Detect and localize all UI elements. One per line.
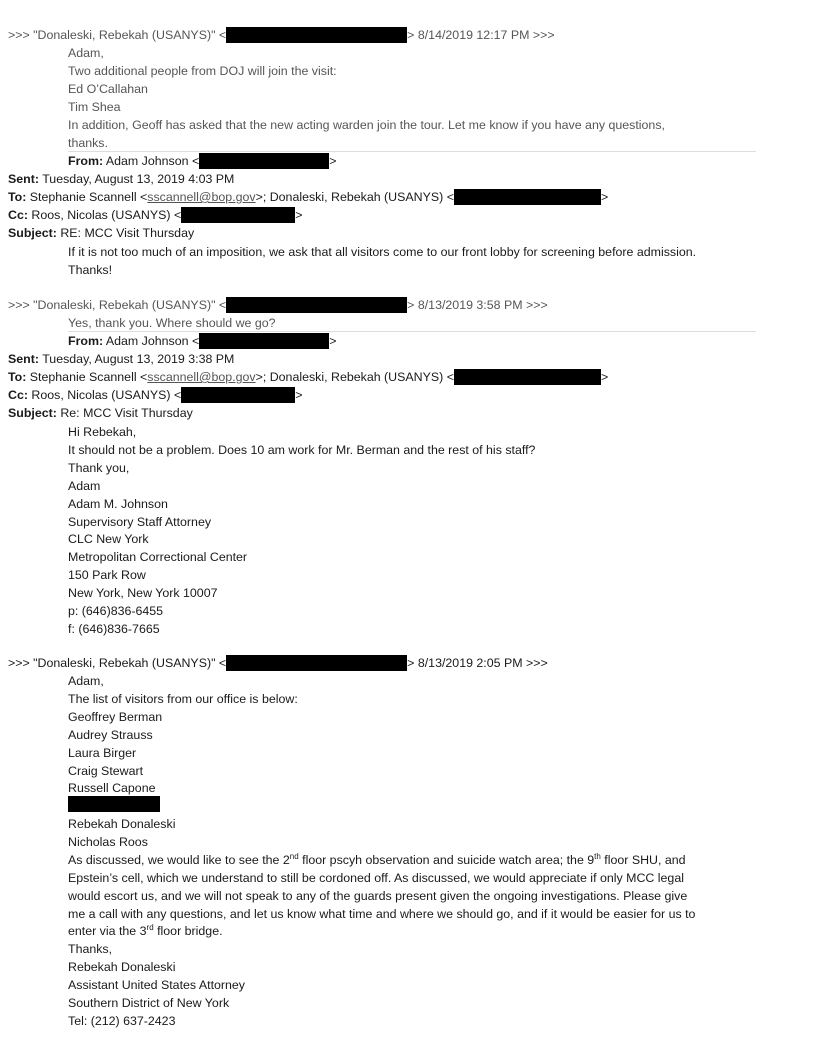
signature-line: Southern District of New York — [68, 996, 230, 1010]
sent-label: Sent: — [8, 172, 39, 186]
cc-line — [8, 387, 302, 403]
to-line — [8, 369, 608, 385]
redaction-box — [226, 655, 407, 671]
to-close: > — [600, 370, 609, 384]
from-close: > — [329, 154, 337, 168]
redaction-box — [199, 153, 329, 169]
from-line — [68, 153, 336, 169]
subject-line — [8, 405, 193, 421]
redacted-visitor — [68, 796, 160, 812]
header-timestamp: > 8/13/2019 2:05 PM >>> — [407, 656, 548, 670]
to-value: Stephanie Scannell < — [29, 190, 148, 204]
redaction-box — [454, 369, 601, 385]
to-value-rest: >; Donaleski, Rebekah (USANYS) < — [255, 370, 454, 384]
from-line — [68, 333, 336, 349]
to-close: > — [600, 190, 609, 204]
visitor-name: Laura Birger — [68, 746, 137, 760]
subject-label: Subject: — [8, 226, 57, 240]
email-body-line: If it is not too much of an imposition, we ask that all visitors come to our front lobby for screening before admission. — [68, 245, 697, 259]
from-label: From: — [68, 334, 104, 348]
header-sender: >>> "Donaleski, Rebekah (USANYS)" < — [8, 656, 227, 670]
subject-value: RE: MCC Visit Thursday — [60, 226, 195, 240]
signature-line: CLC New York — [68, 532, 149, 546]
cc-line — [8, 207, 302, 223]
sent-value: Tuesday, August 13, 2019 4:03 PM — [42, 172, 235, 186]
signature-line: f: (646)836-7665 — [68, 622, 160, 636]
email-header — [8, 655, 548, 671]
to-label: To: — [8, 190, 27, 204]
subject-value: Re: MCC Visit Thursday — [60, 406, 193, 420]
paragraph-text: floor bridge. — [153, 924, 223, 938]
email-body-line: Thank you, — [68, 461, 130, 475]
paragraph-text: As discussed, we would like to see the 2 — [68, 853, 290, 867]
divider — [68, 331, 756, 332]
redaction-box — [181, 207, 295, 223]
email-body-line: Adam, — [68, 674, 104, 688]
paragraph-line — [68, 852, 686, 868]
ordinal-suffix: nd — [289, 851, 299, 861]
sent-label: Sent: — [8, 352, 39, 366]
email-link[interactable]: sscannell@bop.gov — [147, 370, 256, 384]
redaction-box — [181, 387, 295, 403]
paragraph-text: enter via the 3 — [68, 924, 147, 938]
to-label: To: — [8, 370, 27, 384]
redaction-box — [199, 333, 329, 349]
email-body-line: Two additional people from DOJ will join the visit: — [68, 64, 337, 78]
from-value: Adam Johnson < — [105, 334, 200, 348]
to-line — [8, 189, 608, 205]
email-body-line: Tim Shea — [68, 100, 121, 114]
to-value-rest: >; Donaleski, Rebekah (USANYS) < — [255, 190, 454, 204]
email-body-line: Thanks! — [68, 263, 113, 277]
paragraph-line: would escort us, and we will not speak to any of the guards present given the ongoing investigations. Please give — [68, 889, 688, 903]
paragraph-text: floor pscyh observation and suicide watch area; the 9 — [298, 853, 595, 867]
paragraph-line — [68, 923, 223, 939]
cc-label: Cc: — [8, 388, 28, 402]
signature-line: Rebekah Donaleski — [68, 960, 176, 974]
email-link[interactable]: sscannell@bop.gov — [147, 190, 256, 204]
email-body-line: The list of visitors from our office is below: — [68, 692, 298, 706]
email-body-line: Yes, thank you. Where should we go? — [68, 316, 276, 330]
cc-value: Roos, Nicolas (USANYS) < — [31, 208, 182, 222]
paragraph-text: floor SHU, and — [600, 853, 686, 867]
signature-line: p: (646)836-6455 — [68, 604, 164, 618]
cc-close: > — [295, 208, 303, 222]
email-body-line: Hi Rebekah, — [68, 425, 137, 439]
subject-line — [8, 225, 194, 241]
redaction-box — [454, 189, 601, 205]
visitor-name: Russell Capone — [68, 781, 156, 795]
header-timestamp: > 8/13/2019 3:58 PM >>> — [407, 298, 548, 312]
redaction-box — [226, 297, 407, 313]
redaction-box — [68, 796, 160, 812]
email-body-line: Adam, — [68, 46, 104, 60]
signature-line: New York, New York 10007 — [68, 586, 218, 600]
paragraph-line: me a call with any questions, and let us know what time and where we should go, and if it would be easier for us to — [68, 907, 696, 921]
email-header — [8, 27, 555, 43]
visitor-name: Audrey Strauss — [68, 728, 153, 742]
header-sender: >>> "Donaleski, Rebekah (USANYS)" < — [8, 28, 227, 42]
visitor-name: Rebekah Donaleski — [68, 817, 176, 831]
visitor-name: Nicholas Roos — [68, 835, 148, 849]
closing-line: Thanks, — [68, 942, 113, 956]
cc-label: Cc: — [8, 208, 28, 222]
email-body-line: Ed O’Callahan — [68, 82, 148, 96]
header-timestamp: > 8/14/2019 12:17 PM >>> — [407, 28, 555, 42]
email-body-line: It should not be a problem. Does 10 am work for Mr. Berman and the rest of his staff? — [68, 443, 536, 457]
email-body-line: thanks. — [68, 136, 108, 150]
ordinal-suffix: th — [594, 851, 601, 861]
from-value: Adam Johnson < — [105, 154, 200, 168]
cc-value: Roos, Nicolas (USANYS) < — [31, 388, 182, 402]
visitor-name: Craig Stewart — [68, 764, 144, 778]
from-close: > — [329, 334, 337, 348]
signature-line: 150 Park Row — [68, 568, 146, 582]
sent-line — [8, 171, 234, 187]
to-value: Stephanie Scannell < — [29, 370, 148, 384]
divider — [68, 151, 756, 152]
signature-line: Adam M. Johnson — [68, 497, 168, 511]
sent-line — [8, 351, 234, 367]
visitor-name: Geoffrey Berman — [68, 710, 163, 724]
signature-line: Tel: (212) 637-2423 — [68, 1014, 176, 1028]
email-body-line: Adam — [68, 479, 101, 493]
signature-line: Supervisory Staff Attorney — [68, 515, 212, 529]
from-label: From: — [68, 154, 104, 168]
signature-line: Metropolitan Correctional Center — [68, 550, 248, 564]
ordinal-suffix: rd — [146, 922, 154, 932]
sent-value: Tuesday, August 13, 2019 3:38 PM — [42, 352, 235, 366]
paragraph-line: Epstein’s cell, which we understand to still be cordoned off. As discussed, we would appreciate if only MCC legal — [68, 871, 684, 885]
signature-line: Assistant United States Attorney — [68, 978, 246, 992]
header-sender: >>> "Donaleski, Rebekah (USANYS)" < — [8, 298, 227, 312]
email-body-line: In addition, Geoff has asked that the new acting warden join the tour. Let me know if you have any questions, — [68, 118, 665, 132]
subject-label: Subject: — [8, 406, 57, 420]
redaction-box — [226, 27, 407, 43]
cc-close: > — [295, 388, 303, 402]
email-header — [8, 297, 548, 313]
